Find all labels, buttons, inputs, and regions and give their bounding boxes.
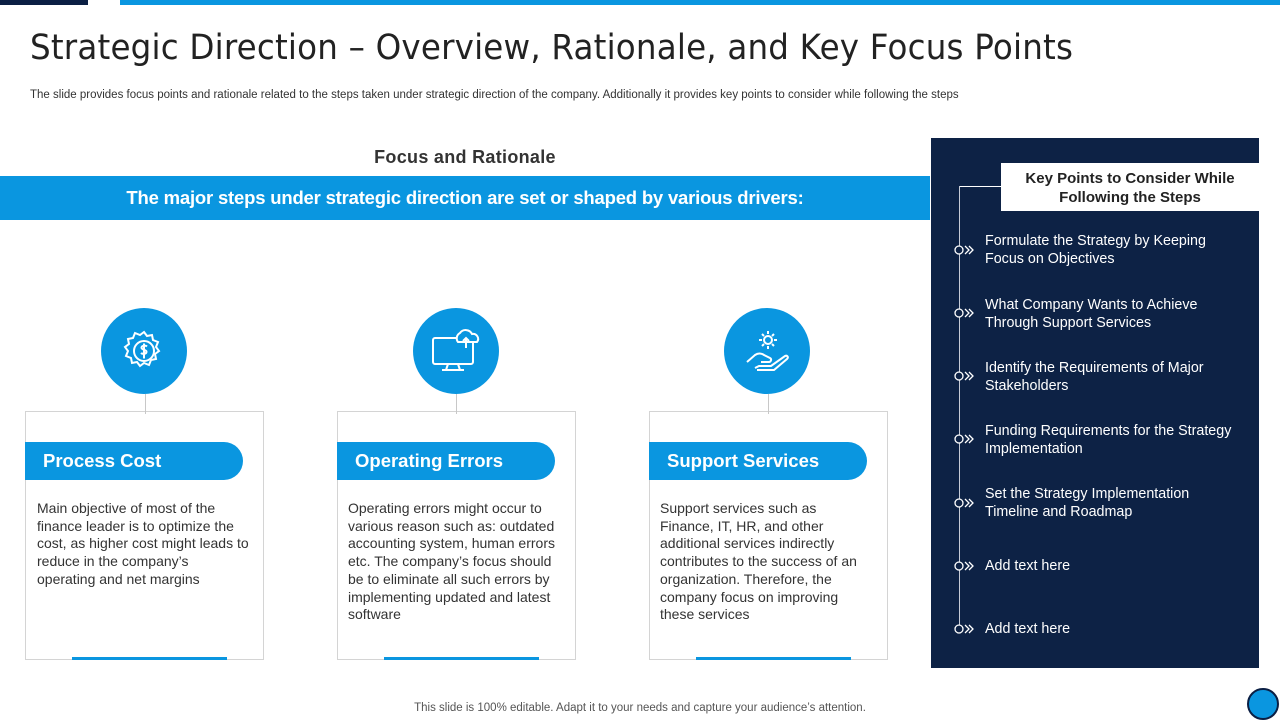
timeline-marker-icon bbox=[953, 243, 977, 257]
drivers-banner: The major steps under strategic direction are set or shaped by various drivers: bbox=[0, 176, 930, 220]
timeline-marker-icon bbox=[953, 306, 977, 320]
key-points-heading: Key Points to Consider While Following the Steps bbox=[1001, 163, 1259, 211]
card-title-support-services: Support Services bbox=[649, 442, 867, 480]
key-point-item: Formulate the Strategy by Keeping Focus on Objectives bbox=[985, 233, 1206, 267]
timeline-marker-icon bbox=[953, 622, 977, 636]
key-point-item: Add text here bbox=[985, 621, 1071, 637]
card-icon-circle bbox=[413, 308, 499, 394]
heading-connector bbox=[959, 186, 1001, 187]
key-point-item: Set the Strategy Implementation Timeline and Roadmap bbox=[985, 486, 1190, 520]
computer-cloud-icon bbox=[428, 326, 484, 376]
corner-circle bbox=[1247, 688, 1279, 720]
card-title-operating-errors: Operating Errors bbox=[337, 442, 555, 480]
timeline-marker-icon bbox=[953, 369, 977, 383]
slide-subtitle: The slide provides focus points and rationale related to the steps taken under strategic direction of the company. Additionally it provides key points to consider while following the steps bbox=[30, 89, 959, 101]
gear-dollar-icon bbox=[119, 326, 169, 376]
top-accent-blue bbox=[120, 0, 1280, 5]
timeline-marker-icon bbox=[953, 496, 977, 510]
slide-footer: This slide is 100% editable. Adapt it to your needs and capture your audience’s attention. bbox=[414, 702, 866, 714]
section-title: Focus and Rationale bbox=[374, 147, 556, 167]
slide-title: Strategic Direction – Overview, Rationale, and Key Focus Points bbox=[30, 28, 1074, 68]
key-point-item: Funding Requirements for the Strategy Implementation bbox=[985, 423, 1232, 457]
card-underline bbox=[696, 657, 851, 660]
card-icon-circle bbox=[101, 308, 187, 394]
card-connector bbox=[768, 394, 769, 414]
timeline-marker-icon bbox=[953, 559, 977, 573]
card-connector bbox=[456, 394, 457, 414]
card-icon-circle bbox=[724, 308, 810, 394]
card-text-support-services: Support services such as Finance, IT, HR, and other additional services indirectly contributes to the success of an organization. Therefore, the company focus on improving these services bbox=[660, 500, 857, 623]
key-point-item: Add text here bbox=[985, 558, 1071, 574]
key-point-item: Identify the Requirements of Major Stakeholders bbox=[985, 360, 1204, 394]
card-text-operating-errors: Operating errors might occur to various reason such as: outdated accounting system, human errors etc. The company’s focus should be to eliminate all such errors by implementing updated and latest software bbox=[348, 500, 555, 623]
key-points-panel bbox=[931, 138, 1259, 668]
hand-gear-icon bbox=[741, 326, 793, 376]
card-underline bbox=[384, 657, 539, 660]
card-connector bbox=[145, 394, 146, 414]
key-point-item: What Company Wants to Achieve Through Support Services bbox=[985, 297, 1198, 331]
timeline-marker-icon bbox=[953, 432, 977, 446]
card-underline bbox=[72, 657, 227, 660]
card-title-process-cost: Process Cost bbox=[25, 442, 243, 480]
card-text-process-cost: Main objective of most of the finance leader is to optimize the cost, as higher cost might leads to reduce in the company’s operating and net margins bbox=[37, 500, 249, 587]
top-accent-dark bbox=[0, 0, 88, 5]
